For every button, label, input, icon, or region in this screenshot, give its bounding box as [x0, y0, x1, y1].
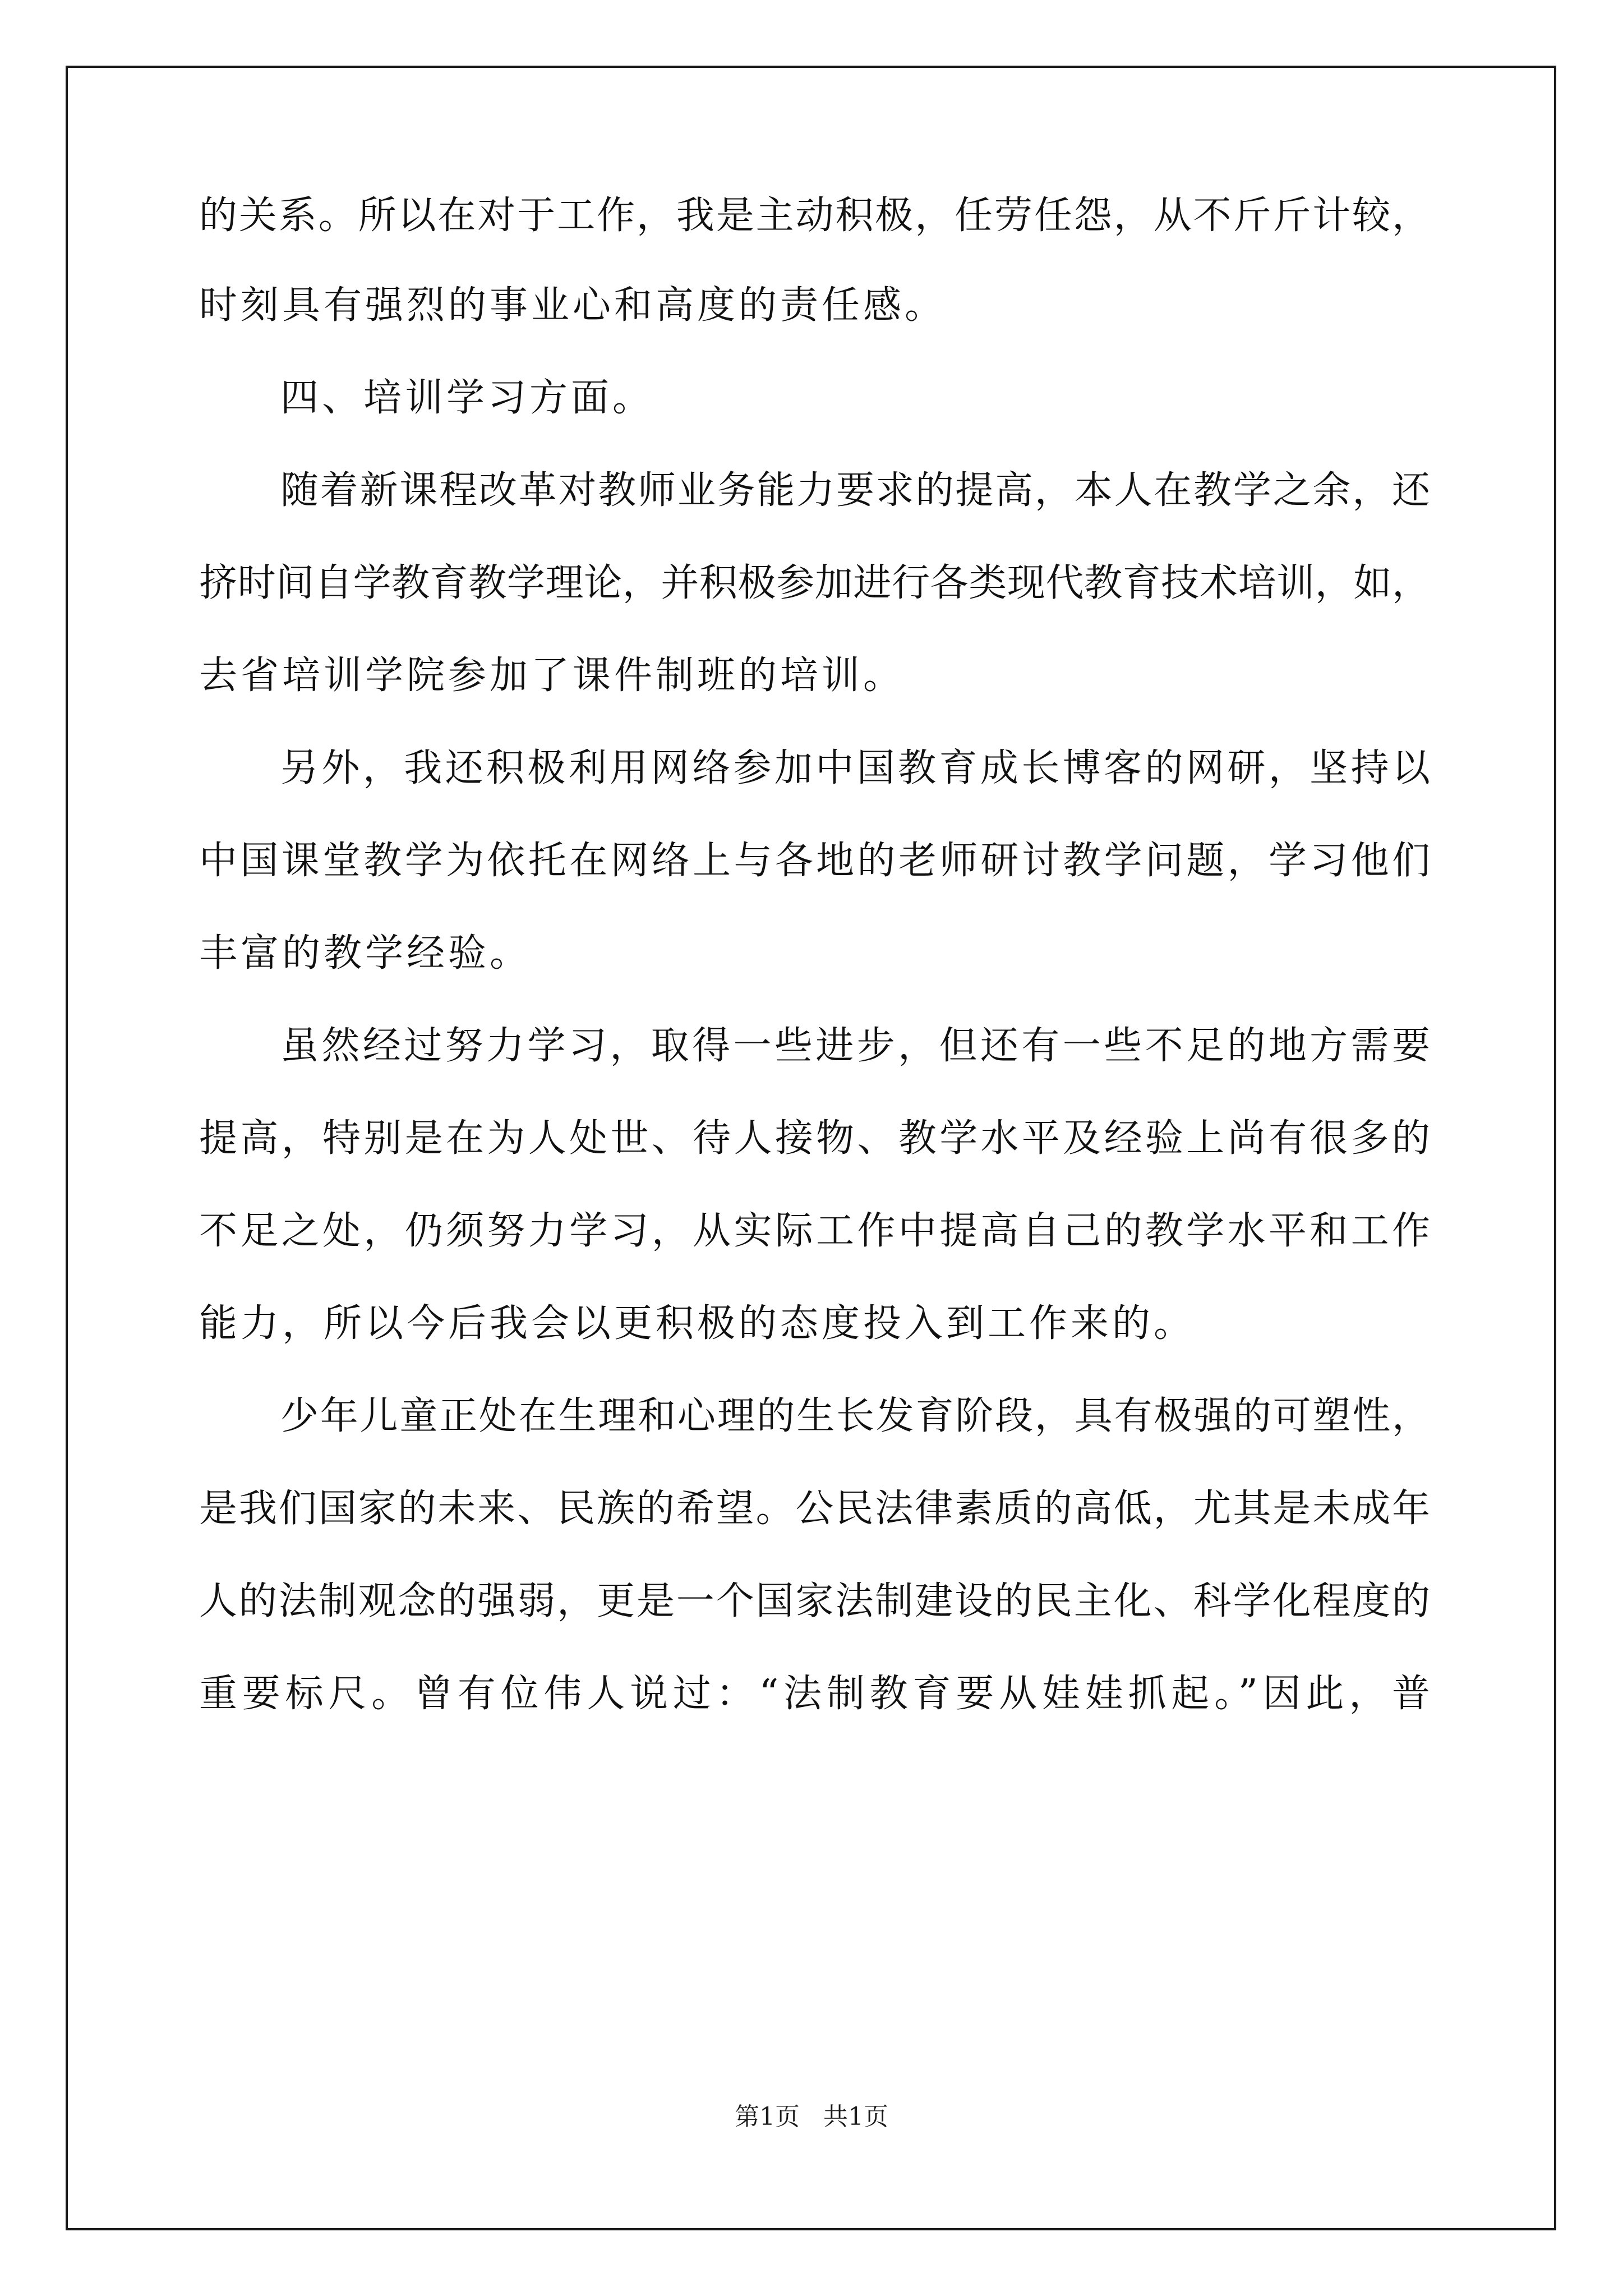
text-line: 提高，特别是在为人处世、待人接物、教学水平及经验上尚有很多的 — [199, 1116, 1430, 1161]
text-line: 丰富的教学经验。 — [199, 931, 532, 976]
text-line: 的关系。所以在对于工作，我是主动积极，任劳任怨，从不斤斤计较， — [199, 194, 1430, 238]
text-line: 中国课堂教学为依托在网络上与各地的老师研讨教学问题，学习他们 — [199, 839, 1430, 883]
text-line: 少年儿童正处在生理和心理的生长发育阶段，具有极强的可塑性， — [280, 1394, 1430, 1438]
text-line: 不足之处，仍须努力学习，从实际工作中提高自己的教学水平和工作 — [199, 1209, 1430, 1253]
section-heading: 四、培训学习方面。 — [280, 376, 654, 420]
text-line: 重要标尺。曾有位伟人说过：“法制教育要从娃娃抓起。”因此，普 — [199, 1672, 1430, 1716]
text-line: 虽然经过努力学习，取得一些进步，但还有一些不足的地方需要 — [280, 1024, 1430, 1068]
text-line: 去省培训学院参加了课件制班的培训。 — [199, 654, 905, 698]
text-line: 时刻具有强烈的事业心和高度的责任感。 — [199, 283, 947, 328]
text-line: 挤时间自学教育教学理论，并积极参加进行各类现代教育技术培训，如， — [199, 561, 1430, 605]
text-line: 随着新课程改革对教师业务能力要求的提高，本人在教学之余，还 — [280, 468, 1430, 513]
text-line: 另外，我还积极利用网络参加中国教育成长博客的网研，坚持以 — [280, 746, 1430, 790]
text-line: 人的法制观念的强弱，更是一个国家法制建设的民主化、科学化程度的 — [199, 1579, 1430, 1623]
page-number: 第1页 共1页 — [735, 2102, 888, 2131]
page-footer — [0, 2102, 1623, 2132]
text-line: 能力，所以今后我会以更积极的态度投入到工作来的。 — [199, 1301, 1196, 1346]
text-line: 是我们国家的未来、民族的希望。公民法律素质的高低，尤其是未成年 — [199, 1487, 1430, 1531]
